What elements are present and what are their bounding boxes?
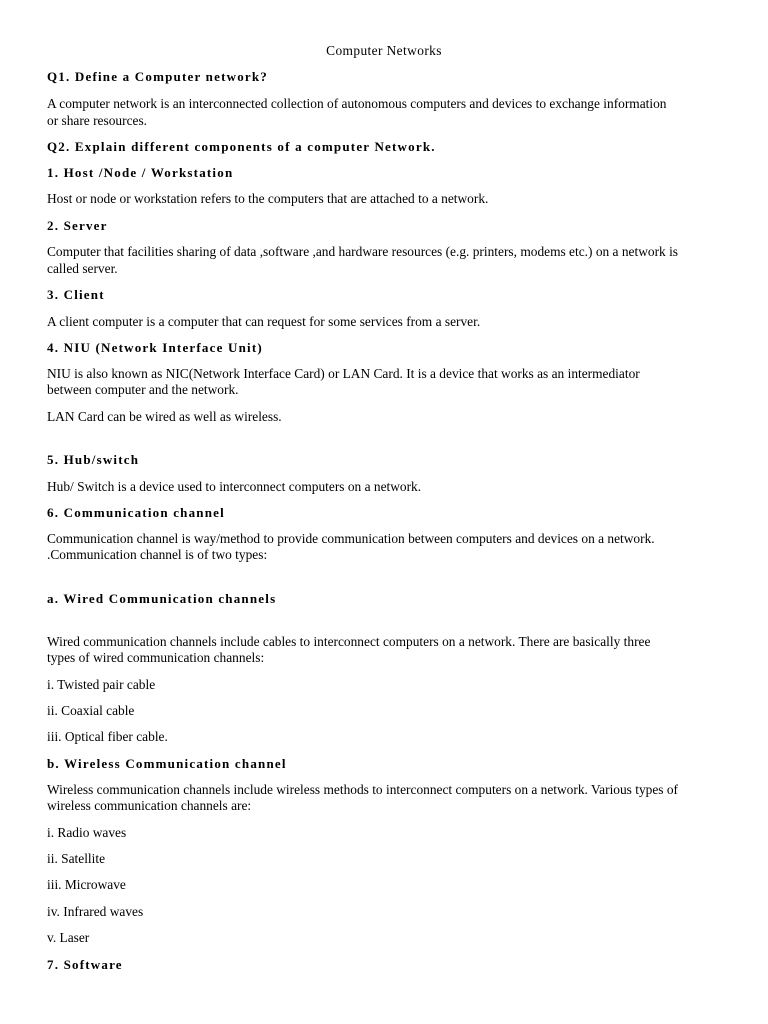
list-item: v. Laser xyxy=(47,930,90,945)
list-item: i. Twisted pair cable xyxy=(47,677,156,692)
server-heading: 2. Server xyxy=(47,218,108,233)
wireless-body-line: Wireless communication channels include wireless methods to interconnect computers on a network. Various types of xyxy=(47,782,679,797)
software-heading: 7. Software xyxy=(47,957,123,972)
client-heading: 3. Client xyxy=(47,287,105,302)
host-heading: 1. Host /Node / Workstation xyxy=(47,165,234,180)
q1-body-line: or share resources. xyxy=(47,113,148,128)
hub-body: Hub/ Switch is a device used to interconnect computers on a network. xyxy=(47,479,422,494)
client-body: A client computer is a computer that can request for some services from a server. xyxy=(47,314,481,329)
niu-heading: 4. NIU (Network Interface Unit) xyxy=(47,340,263,355)
list-item: ii. Coaxial cable xyxy=(47,703,135,718)
list-item: i. Radio waves xyxy=(47,825,127,840)
wired-body-line: types of wired communication channels: xyxy=(47,650,265,665)
list-item: ii. Satellite xyxy=(47,851,106,866)
server-body-line: called server. xyxy=(47,261,118,276)
niu-body-line: LAN Card can be wired as well as wireless. xyxy=(47,409,282,424)
list-item: iii. Microwave xyxy=(47,877,126,892)
channel-body-line: .Communication channel is of two types: xyxy=(47,547,268,562)
wireless-heading: b. Wireless Communication channel xyxy=(47,756,287,771)
page-title: Computer Networks xyxy=(326,43,442,58)
q2-heading: Q2. Explain different components of a computer Network. xyxy=(47,139,436,154)
wired-heading: a. Wired Communication channels xyxy=(47,591,277,606)
server-body-line: Computer that facilities sharing of data ,software ,and hardware resources (e.g. printers, modems etc.) on a network is xyxy=(47,244,679,259)
wireless-body-line: wireless communication channels are: xyxy=(47,798,252,813)
q1-heading: Q1. Define a Computer network? xyxy=(47,69,268,84)
host-body: Host or node or workstation refers to the computers that are attached to a network. xyxy=(47,191,489,206)
channel-heading: 6. Communication channel xyxy=(47,505,225,520)
q1-body-line: A computer network is an interconnected collection of autonomous computers and devices to exchange information xyxy=(47,96,667,111)
hub-heading: 5. Hub/switch xyxy=(47,452,140,467)
list-item: iii. Optical fiber cable. xyxy=(47,729,168,744)
list-item: iv. Infrared waves xyxy=(47,904,144,919)
wired-body-line: Wired communication channels include cables to interconnect computers on a network. There are basically three xyxy=(47,634,651,649)
channel-body-line: Communication channel is way/method to provide communication between computers and devices on a network. xyxy=(47,531,655,546)
niu-body-line: between computer and the network. xyxy=(47,382,239,397)
niu-body-line: NIU is also known as NIC(Network Interface Card) or LAN Card. It is a device that works as an intermediator xyxy=(47,366,640,381)
